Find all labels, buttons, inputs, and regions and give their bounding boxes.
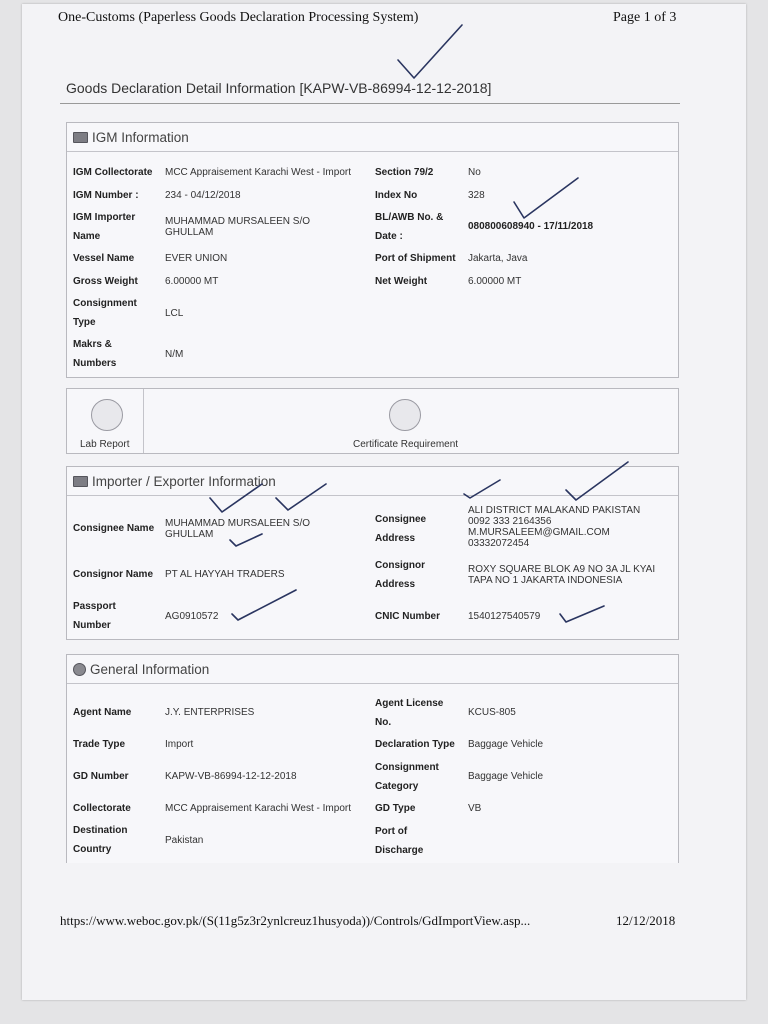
vessel-name-value: EVER UNION	[165, 253, 228, 264]
gross-weight-label: Gross Weight	[73, 276, 138, 287]
trade-type-value: Import	[165, 739, 194, 750]
declaration-type-label: Declaration Type	[375, 739, 455, 750]
port-of-discharge-label-line2: Discharge	[375, 845, 424, 856]
consignor-address-label-line1: Consignor	[375, 560, 425, 571]
importer-heading: Importer / Exporter Information	[92, 473, 276, 489]
gd-number-value: KAPW-VB-86994-12-12-2018	[165, 771, 297, 782]
consignment-type-label-line2: Type	[73, 317, 96, 328]
bl-awb-value: 080800608940 - 17/11/2018	[468, 221, 594, 232]
consignee-address-label-line1: Consignee	[375, 514, 427, 525]
passport-value: AG0910572	[165, 611, 219, 622]
consignment-type-value: LCL	[165, 308, 184, 319]
ship-icon	[73, 132, 88, 143]
index-no-value: 328	[468, 190, 485, 201]
consignee-address-line1: ALI DISTRICT MALAKAND PAKISTAN	[468, 505, 641, 516]
port-of-shipment-label: Port of Shipment	[375, 253, 456, 264]
igm-importer-value-line1: MUHAMMAD MURSALEEN S/O	[165, 216, 311, 227]
consignment-category-label-line2: Category	[375, 781, 419, 792]
igm-section-header	[67, 123, 678, 152]
marks-numbers-label-line2: Numbers	[73, 358, 117, 369]
net-weight-value: 6.00000 MT	[468, 276, 522, 287]
igm-importer-value-line2: GHULLAM	[165, 227, 214, 238]
marks-numbers-label-line1: Makrs &	[73, 339, 112, 350]
bl-awb-label-line1: BL/AWB No. &	[375, 212, 444, 223]
page-indicator: Page 1 of 3	[613, 10, 677, 25]
lab-report-link[interactable]: Lab Report	[80, 439, 130, 450]
consignor-name-value: PT AL HAYYAH TRADERS	[165, 569, 285, 580]
consignee-name-label: Consignee Name	[73, 523, 155, 534]
igm-number-label: IGM Number :	[73, 190, 139, 201]
consignee-name-line2: GHULLAM	[165, 529, 214, 540]
destination-country-label-line1: Destination	[73, 825, 128, 836]
agent-name-label: Agent Name	[73, 707, 132, 718]
gd-type-label: GD Type	[375, 803, 416, 814]
panel-divider	[143, 389, 144, 453]
collectorate-value: MCC Appraisement Karachi West - Import	[165, 803, 351, 814]
vessel-name-label: Vessel Name	[73, 253, 135, 264]
consignor-address-label-line2: Address	[375, 579, 416, 590]
destination-country-label-line2: Country	[73, 844, 112, 855]
system-title: One-Customs (Paperless Goods Declaration Processing System)	[58, 10, 419, 25]
igm-collectorate-value: MCC Appraisement Karachi West - Import	[165, 167, 351, 178]
igm-number-value: 234 - 04/12/2018	[165, 190, 241, 201]
title-divider	[60, 103, 680, 104]
importer-section-header	[67, 467, 678, 496]
consignee-address-line2: 0092 333 2164356	[468, 516, 552, 527]
section-79-value: No	[468, 167, 481, 178]
gd-number-label: GD Number	[73, 771, 129, 782]
cnic-value: 1540127540579	[468, 611, 541, 622]
igm-importer-label-line1: IGM Importer	[73, 212, 136, 223]
declaration-type-value: Baggage Vehicle	[468, 739, 544, 750]
collectorate-label: Collectorate	[73, 803, 131, 814]
footer-url: https://www.weboc.gov.pk/(S(11g5z3r2ynlcreuz1husyoda))/Controls/GdImportView.asp...	[60, 913, 531, 928]
consignor-address-line1: ROXY SQUARE BLOK A9 NO 3A JL KYAI	[468, 564, 656, 575]
igm-heading: IGM Information	[92, 129, 189, 145]
igm-collectorate-label: IGM Collectorate	[73, 167, 153, 178]
consignment-category-value: Baggage Vehicle	[468, 771, 544, 782]
cnic-label: CNIC Number	[375, 611, 441, 622]
certificate-requirement-link[interactable]: Certificate Requirement	[353, 439, 459, 450]
general-section	[66, 654, 679, 863]
bl-awb-label-line2: Date :	[375, 231, 403, 242]
consignee-address-line4: 03332072454	[468, 538, 530, 549]
info-icon	[73, 663, 86, 676]
consignor-name-label: Consignor Name	[73, 569, 154, 580]
importer-exporter-section	[66, 466, 679, 640]
passport-label-line2: Number	[73, 620, 111, 631]
certificate-icon[interactable]	[389, 399, 421, 431]
footer-date: 12/12/2018	[616, 913, 676, 928]
reports-panel	[66, 388, 679, 454]
agent-license-value: KCUS-805	[468, 707, 516, 718]
general-section-header	[67, 655, 678, 684]
general-heading: General Information	[90, 661, 210, 677]
igm-importer-label-line2: Name	[73, 231, 101, 242]
consignee-address-label-line2: Address	[375, 533, 416, 544]
consignee-address-line3: M.MURSALEEM@GMAIL.COM	[468, 527, 610, 538]
gross-weight-value: 6.00000 MT	[165, 276, 219, 287]
agent-license-label-line2: No.	[375, 717, 392, 728]
trade-type-label: Trade Type	[73, 739, 126, 750]
consignment-type-label-line1: Consignment	[73, 298, 137, 309]
passport-label-line1: Passport	[73, 601, 116, 612]
consignor-address-line2: TAPA NO 1 JAKARTA INDONESIA	[468, 575, 623, 586]
agent-license-label-line1: Agent License	[375, 698, 444, 709]
section-79-label: Section 79/2	[375, 167, 434, 178]
marks-numbers-value: N/M	[165, 349, 184, 360]
consignee-name-line1: MUHAMMAD MURSALEEN S/O	[165, 518, 311, 529]
id-card-icon	[73, 476, 88, 487]
port-of-shipment-value: Jakarta, Java	[468, 253, 528, 264]
lab-report-icon[interactable]	[91, 399, 123, 431]
document-title: Goods Declaration Detail Information [KAPW-VB-86994-12-12-2018]	[66, 80, 492, 96]
net-weight-label: Net Weight	[375, 276, 428, 287]
agent-name-value: J.Y. ENTERPRISES	[165, 707, 255, 718]
gd-type-value: VB	[468, 803, 482, 814]
destination-country-value: Pakistan	[165, 835, 204, 846]
igm-section	[66, 122, 679, 378]
consignment-category-label-line1: Consignment	[375, 762, 439, 773]
index-no-label: Index No	[375, 190, 418, 201]
port-of-discharge-label-line1: Port of	[375, 826, 408, 837]
